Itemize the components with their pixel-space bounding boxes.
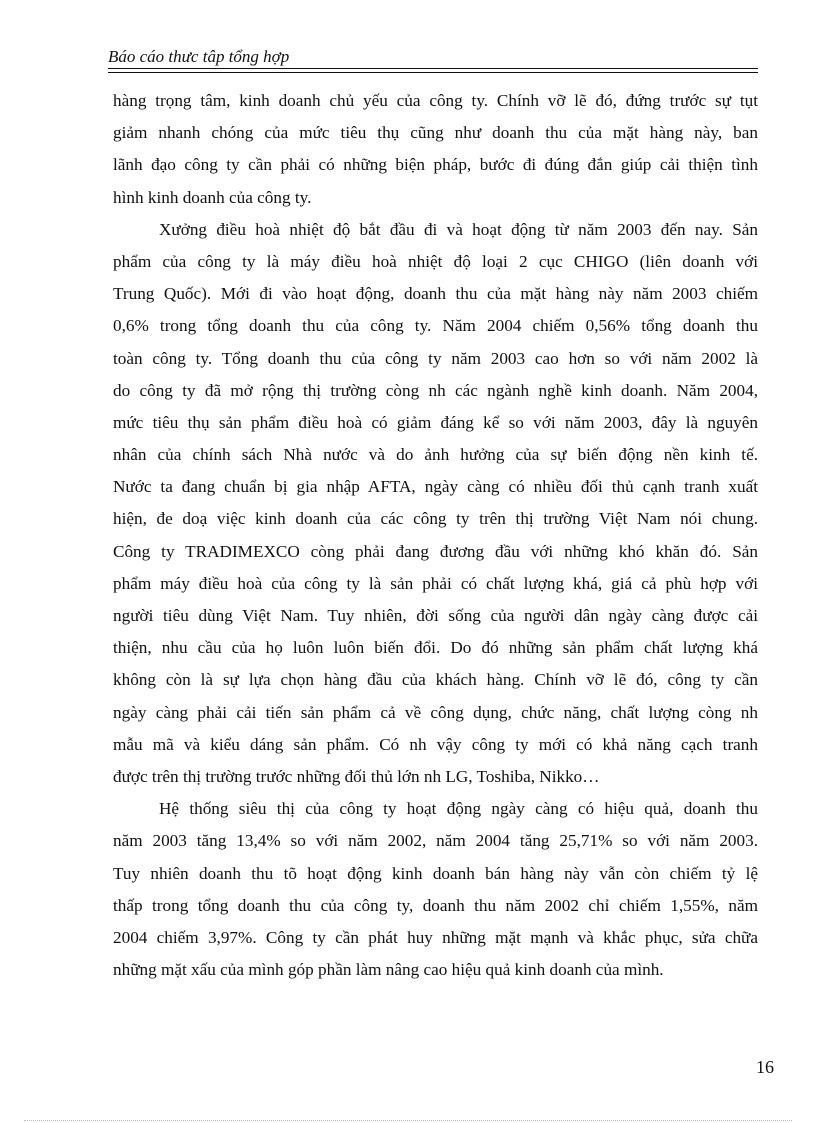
paragraph-3 — [113, 793, 758, 986]
body-text — [113, 85, 758, 986]
header-rule-thin — [108, 72, 758, 73]
text-line: lãnh đạo công ty cần phải có những biện pháp, bước đi đúng đắn giúp cải thiện tình — [113, 155, 758, 175]
text-line: Tuy nhiên doanh thu tõ hoạt động kinh doanh bán hàng này vẫn còn chiếm tỷ lệ — [113, 863, 758, 883]
text-line: Công ty TRADIMEXCO còng phải đang đương đầu với những khó khăn đó. Sản — [113, 541, 758, 561]
text-line: hiện, đe doạ việc kinh doanh của các công ty trên thị trường Việt Nam nói chung. — [113, 509, 758, 529]
text-line: phẩm của công ty là máy điều hoà nhiệt độ loại 2 cục CHIGO (liên doanh với — [113, 251, 758, 271]
text-line: giảm nhanh chóng của mức tiêu thụ cũng như doanh thu của mặt hàng này, ban — [113, 123, 758, 143]
text-line: Trung Quốc). Mới đi vào hoạt động, doanh thu của mặt hàng này năm 2003 chiếm — [113, 284, 758, 304]
header-rule-thick — [108, 68, 758, 69]
text-line: không còn là sự lựa chọn hàng đầu của khách hàng. Chính vỡ lẽ đó, công ty cần — [113, 670, 758, 690]
text-line: Hệ thống siêu thị của công ty hoạt động ngày càng có hiệu quả, doanh thu — [159, 799, 758, 819]
text-line: mức tiêu thụ sản phẩm điều hoà có giảm đáng kể so với năm 2003, đây là nguyên — [113, 412, 758, 432]
page-bottom-border — [24, 1120, 792, 1121]
text-line: nhân của chính sách Nhà nước và do ảnh hưởng của sự biến động nền kinh tế. — [113, 445, 758, 465]
text-line: người tiêu dùng Việt Nam. Tuy nhiên, đời sống của người dân ngày càng được cải — [113, 606, 758, 625]
text-line: 2004 chiếm 3,97%. Công ty cần phát huy những mặt mạnh và khắc phục, sửa chữa — [113, 927, 758, 947]
text-line: toàn công ty. Tổng doanh thu của công ty năm 2003 cao hơn so với năm 2002 là — [113, 348, 758, 368]
running-header: Báo cáo thưc tâp tổng hợp — [108, 47, 290, 66]
text-line: được trên thị trường trước những đối thủ lớn nh LG, Toshiba, Nikko… — [113, 766, 600, 786]
text-line: do công ty đã mở rộng thị trường còng nh các ngành nghề kinh doanh. Năm 2004, — [113, 380, 758, 400]
text-line: ngày càng phải cải tiến sản phẩm cả về công dụng, chức năng, chất lượng còng nh — [113, 702, 758, 722]
paragraph-2 — [113, 214, 758, 793]
text-line: Xưởng điều hoà nhiệt độ bắt đầu đi và hoạt động từ năm 2003 đến nay. Sản — [159, 219, 758, 239]
text-line: mẫu mã và kiểu dáng sản phẩm. Có nh vậy công ty mới có khả năng cạch tranh — [113, 734, 758, 754]
text-line: năm 2003 tăng 13,4% so với năm 2002, năm 2004 tăng 25,71% so với năm 2003. — [113, 831, 758, 851]
text-line: hình kinh doanh của công ty. — [113, 187, 312, 207]
text-line: hàng trọng tâm, kinh doanh chủ yếu của công ty. Chính vỡ lẽ đó, đứng trước sự tụt — [113, 91, 758, 110]
text-line: 0,6% trong tổng doanh thu của công ty. Năm 2004 chiếm 0,56% tổng doanh thu — [113, 316, 758, 336]
text-line: Nước ta đang chuẩn bị gia nhập AFTA, ngày càng có nhiều đối thủ cạnh tranh xuất — [113, 477, 758, 497]
paragraph-1 — [113, 85, 758, 214]
text-line: thiện, nhu cầu của họ luôn luôn biến đổi. Do đó những sản phẩm chất lượng khá — [113, 638, 758, 658]
text-line: phẩm máy điều hoà của công ty là sản phải có chất lượng khá, giá cả phù hợp với — [113, 573, 758, 593]
text-line: những mặt xấu của mình góp phần làm nâng cao hiệu quả kinh doanh của mình. — [113, 960, 664, 980]
text-line: thấp trong tổng doanh thu của công ty, doanh thu năm 2002 chỉ chiếm 1,55%, năm — [113, 895, 758, 915]
page-number: 16 — [756, 1057, 774, 1077]
